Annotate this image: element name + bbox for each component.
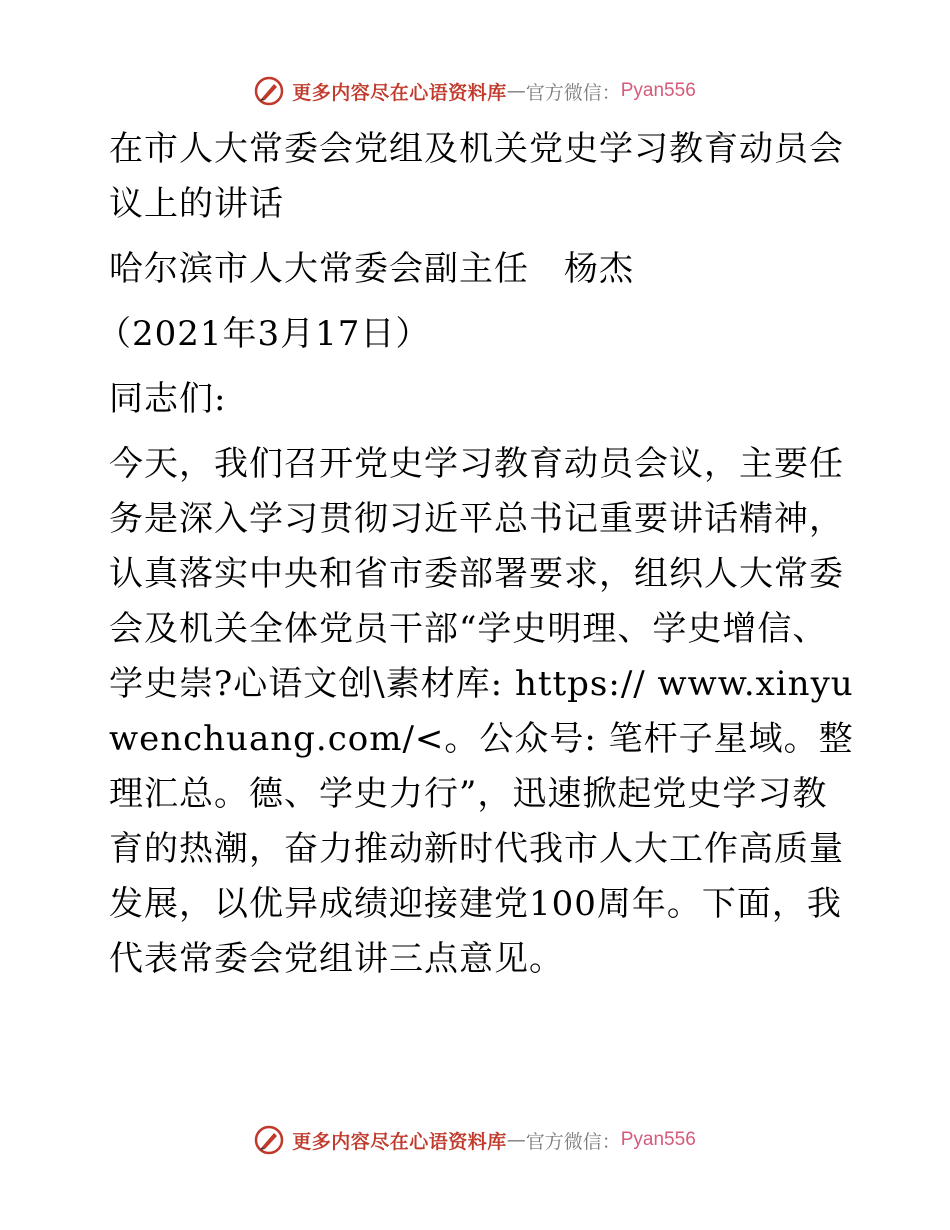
banner-dash: — (506, 80, 526, 102)
banner-main-text: 更多内容尽在心语资料库 (292, 1130, 507, 1153)
banner-wechat-label: 官方微信： (525, 81, 621, 104)
document-title: 在市人大常委会党组及机关党史学习教育动员会议上的讲话 (109, 129, 844, 224)
banner-wechat-id: Pyan556 (620, 1129, 696, 1150)
pen-logo-icon (254, 1125, 284, 1155)
banner-main-text: 更多内容尽在心语资料库 (292, 81, 507, 104)
banner-wechat-id: Pyan556 (620, 80, 696, 101)
header-banner (0, 66, 950, 116)
document-greeting: 同志们: (109, 379, 227, 419)
footer-banner (0, 1115, 950, 1165)
document-content (97, 122, 857, 987)
pen-logo-icon (254, 76, 284, 106)
document-author: 哈尔滨市人大常委会副主任 杨杰 (109, 249, 634, 289)
banner-dash: — (506, 1129, 526, 1151)
banner-wechat-label: 官方微信： (525, 1130, 621, 1153)
document-body: 今天，我们召开党史学习教育动员会议，主要任务是深入学习贯彻习近平总书记重要讲话精神，认真落实中央和省市委部署要求，组织人大常委会及机关全体党员干部“学史明理、学史增信、学史崇?心语文创\素材库: https:// www.xinyuwenchuang.com/<。公众号: 笔杆子星域。整理汇总。德、学史力行”，迅速掀起党史学习教育的热潮，奋力推动新时代我市人大工作高质量发展，以优异成绩迎接建党100周年。下面，我代表常委会党组讲三点意见。 (109, 444, 854, 979)
document-date: （2021年3月17日） (97, 314, 431, 354)
